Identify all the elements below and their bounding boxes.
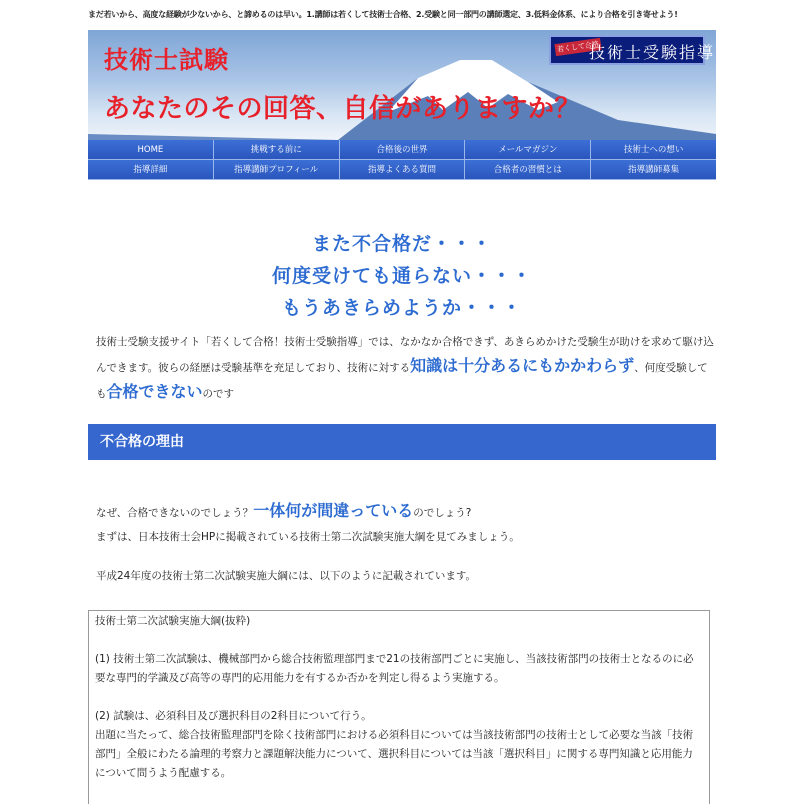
nav-home[interactable]: HOME [88, 140, 214, 160]
logo-badge[interactable] [549, 35, 716, 65]
nav-recruit[interactable]: 指導講師募集 [591, 160, 716, 180]
intro-emphasis-2: 合格できない [106, 382, 203, 401]
question-post: のでしょう? [413, 507, 472, 519]
logo-text: 技術士受験指導 [589, 43, 716, 62]
intro-text-2: 、何度受験しても [96, 362, 708, 400]
question-emphasis: 一体何が間違っている [253, 501, 414, 520]
hero-line-3: もうあきらめようか・・・ [281, 297, 522, 319]
hero-line-1: また不合格だ・・・ [311, 233, 492, 255]
nav-guidance-details[interactable]: 指導詳細 [88, 160, 214, 180]
logo-tag: 若くして合格 [554, 38, 601, 56]
question-line [96, 498, 471, 521]
see-outline-line: まずは、日本技術士会HPに掲載されている技術士第二次試験実施大綱を見てみましょう。 [96, 531, 520, 543]
intro-text-3: のです [202, 388, 235, 400]
nav-thoughts[interactable]: 技術士への想い [591, 140, 716, 160]
hero-line-2: 何度受けても通らない・・・ [271, 265, 532, 287]
quote-paragraph-2b: 出題に当たって、総合技術監理部門を除く技術部門における必須科目については当該技術部門の技術士として必要な当該「技術部門」全般にわたる論理的考察力と課題解決能力について、選択科目については当該「選択科目」に関する専門知識と応用能力について問うよう配慮する。 [95, 729, 694, 779]
nav-faq[interactable]: 指導よくある質問 [340, 160, 466, 180]
nav-row-2 [88, 160, 716, 180]
site-title: 技術士試験 [104, 46, 229, 74]
nav-mail-magazine[interactable]: メールマガジン [465, 140, 591, 160]
nav-instructor-profile[interactable]: 指導講師プロフィール [214, 160, 340, 180]
quote-paragraph-1: (1) 技術士第二次試験は、機械部門から総合技術監理部門まで21の技術部門ごとに実施し、当該技術部門の技術士となるのに必要な専門的学識及び高等の専門的応用能力を有するか否かを判定し得るよう実施する。 [95, 653, 694, 684]
exam-outline-quote [88, 610, 710, 804]
top-banner-text: まだ若いから、高度な経験が少ないから、と諦めるのは早い。1.講師は若くして技術士合格、2.受験と同一部門の講師選定、3.低料金体系、により合格を引き寄せよう! [88, 10, 678, 19]
intro-text-1: 技術士受験支援サイト「若くして合格！技術士受験指導」では、なかなか合格できず、あきらめかけた受験生が助けを求めて駆け込んできます。彼らの経歴は受験基準を充足しており、技術に対する [96, 336, 714, 374]
quote-heading: 技術士第二次試験実施大綱(抜粋) [95, 615, 251, 627]
question-pre: なぜ、合格できないのでしょう？ [96, 507, 254, 519]
intro-emphasis-1: 知識は十分あるにもかかわらず [410, 356, 635, 375]
nav-habits[interactable]: 合格者の習慣とは [465, 160, 591, 180]
section-heading-fail-reason: 不合格の理由 [88, 424, 716, 460]
nav-after-pass[interactable]: 合格後の世界 [340, 140, 466, 160]
h24-outline-line: 平成24年度の技術士第二次試験実施大綱には、以下のように記載されています。 [96, 570, 477, 582]
site-subtitle: あなたのその回答、自信がありますか？ [104, 94, 582, 124]
site-header [88, 30, 716, 140]
nav-row-1 [88, 140, 716, 160]
quote-paragraph-2a: (2) 試験は、必須科目及び選択科目の2科目について行う。 [95, 710, 372, 722]
intro-paragraph [96, 330, 716, 406]
nav-before-challenge[interactable]: 挑戦する前に [214, 140, 340, 160]
main-navigation [88, 140, 716, 180]
